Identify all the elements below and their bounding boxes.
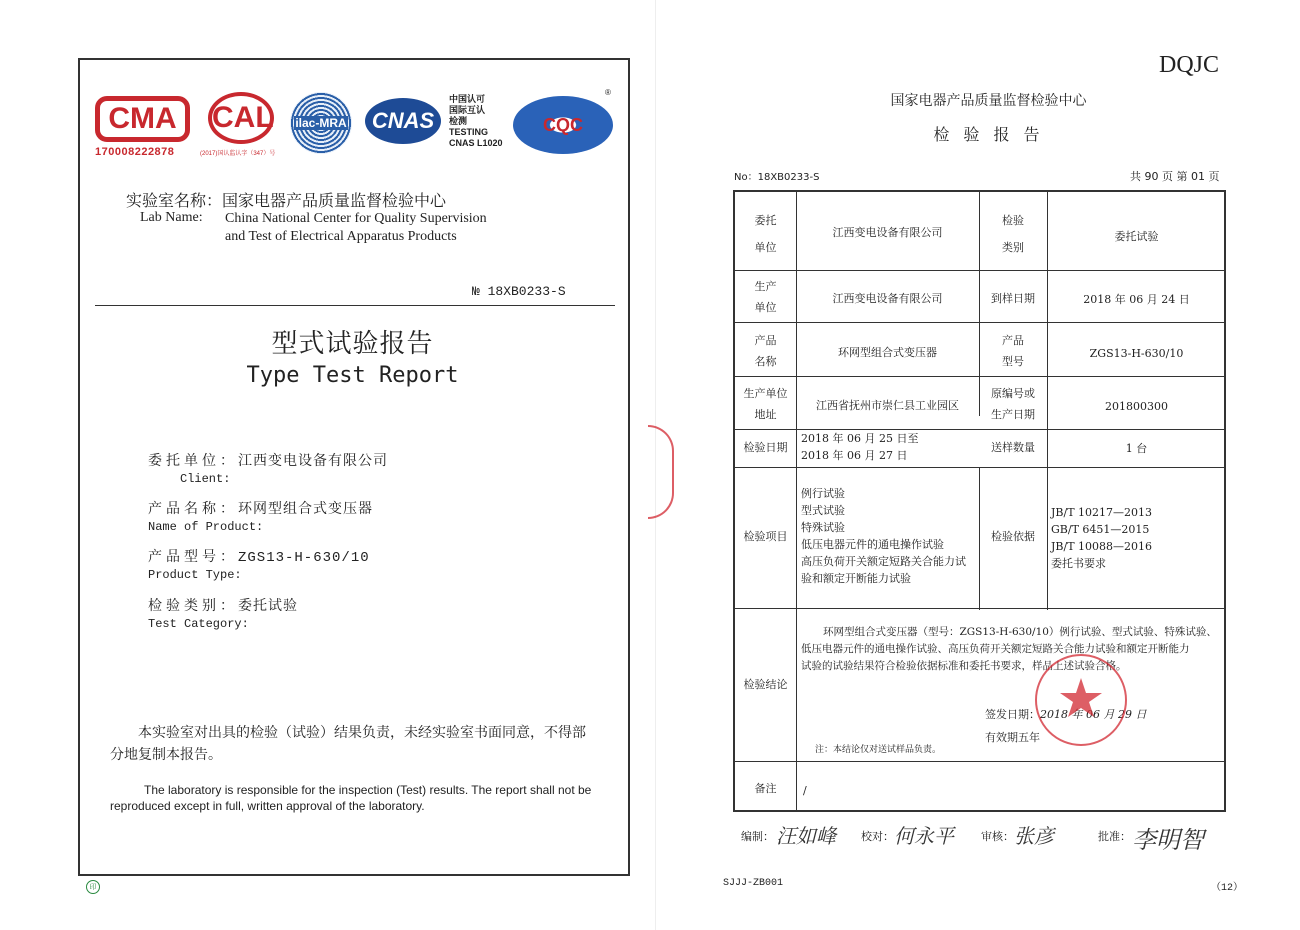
report-number: No：18XB0233-S bbox=[734, 172, 820, 183]
label-line: 类别 bbox=[1002, 241, 1024, 254]
cqc-logo: CQC bbox=[513, 96, 613, 154]
conclusion-line: 低压电器元件的通电操作试验、高压负荷开关额定短路关合能力试验和额定开断能力 bbox=[801, 643, 1190, 655]
checked-label: 校对： bbox=[861, 830, 894, 843]
form-code: SJJJ-ZB001 bbox=[723, 878, 784, 889]
label-line: 型号 bbox=[1002, 355, 1024, 368]
label-manufacturer bbox=[735, 278, 796, 316]
standard-item: 委托书要求 bbox=[1051, 557, 1106, 570]
label-line: 生产 bbox=[754, 280, 777, 293]
brand-mark: DQJC bbox=[1159, 52, 1220, 78]
label-client bbox=[735, 212, 796, 256]
checked-signature: 何永平 bbox=[894, 824, 954, 848]
divider bbox=[95, 305, 615, 306]
table-line bbox=[735, 270, 1226, 271]
field-label: 产品型号： bbox=[148, 549, 238, 565]
label-quantity: 送样数量 bbox=[991, 441, 1035, 454]
footer-page: （12） bbox=[1211, 883, 1244, 894]
table-line bbox=[735, 608, 1226, 609]
label-line: 生产日期 bbox=[991, 408, 1035, 421]
cnas-text-line: 检测 bbox=[449, 116, 468, 126]
print-mark-icon: 印 bbox=[86, 880, 100, 894]
label-conclusion: 检验结论 bbox=[743, 678, 788, 691]
label-category bbox=[979, 212, 1047, 256]
issue-date-label: 签发日期： bbox=[985, 708, 1040, 721]
label-line: 生产单位 bbox=[743, 387, 788, 400]
field-label-en: Product Type: bbox=[148, 568, 242, 582]
cma-logo: CMA bbox=[95, 96, 190, 142]
table-line bbox=[796, 761, 797, 812]
label-test-date: 检验日期 bbox=[743, 441, 788, 454]
cnas-text-line: 国际互认 bbox=[449, 105, 486, 115]
label-model bbox=[979, 332, 1047, 370]
lab-name-en-label: Lab Name: bbox=[140, 210, 203, 225]
test-item: 型式试验 bbox=[801, 504, 845, 517]
disclaimer-en: The laboratory is responsible for the inspection (Test) results. The report shall not be reproduced except in full, written approval of the laboratory. bbox=[110, 783, 592, 813]
red-seal-stamp bbox=[1035, 654, 1127, 746]
accreditation-logos bbox=[95, 88, 625, 168]
reviewed-signature: 张彦 bbox=[1014, 824, 1054, 848]
field-client bbox=[148, 450, 388, 486]
cma-code: 170008222878 bbox=[95, 146, 175, 158]
value-client: 江西变电设备有限公司 bbox=[832, 226, 943, 239]
label-line: 委托 bbox=[754, 214, 777, 227]
field-label: 产品名称： bbox=[148, 501, 238, 517]
table-line bbox=[735, 322, 1226, 323]
table-line bbox=[735, 761, 1226, 762]
label-line: 名称 bbox=[754, 355, 777, 368]
value-manufacturer: 江西变电设备有限公司 bbox=[832, 292, 943, 305]
lab-name-en-line: and Test of Electrical Apparatus Products bbox=[225, 229, 457, 244]
label-product-name bbox=[735, 332, 796, 370]
field-value: 委托试验 bbox=[238, 598, 298, 614]
table-line bbox=[735, 376, 1226, 377]
value-address: 江西省抚州市崇仁县工业园区 bbox=[816, 399, 959, 412]
lab-name-cn: 实验室名称：国家电器产品质量监督检验中心 bbox=[126, 191, 447, 210]
test-item: 验和额定开断能力试验 bbox=[801, 572, 911, 585]
cnas-text-line: TESTING bbox=[449, 127, 489, 137]
label-line: 单位 bbox=[754, 301, 777, 314]
field-label-en: Test Category: bbox=[148, 617, 249, 631]
cnas-text-line: 中国认可 bbox=[449, 94, 486, 104]
compiled-signature: 汪如峰 bbox=[776, 824, 836, 848]
partial-seal-stamp bbox=[648, 425, 674, 519]
value-test-basis bbox=[1051, 504, 1223, 572]
approved-label: 批准： bbox=[1098, 830, 1131, 843]
lab-name-en bbox=[225, 210, 487, 246]
test-item: 例行试验 bbox=[801, 487, 845, 500]
test-item: 高压负荷开关额定短路关合能力试 bbox=[801, 555, 966, 568]
label-remarks: 备注 bbox=[754, 782, 777, 795]
page-count: 共 90 页 第 01 页 bbox=[1130, 170, 1220, 183]
approved-signature: 李明智 bbox=[1132, 826, 1204, 854]
label-address bbox=[735, 385, 796, 423]
value-product-name: 环网型组合式变压器 bbox=[838, 346, 937, 359]
field-label: 委托单位： bbox=[148, 453, 238, 469]
field-value: 环网型组合式变压器 bbox=[238, 501, 373, 517]
title-cn: 型式试验报告 bbox=[271, 329, 434, 359]
standard-item: GB/T 6451—2015 bbox=[1051, 523, 1150, 536]
value-quantity: 1 台 bbox=[1125, 442, 1148, 455]
label-test-basis: 检验依据 bbox=[991, 530, 1035, 543]
test-item: 特殊试验 bbox=[801, 521, 845, 534]
disclaimer-cn: 本实验室对出具的检验（试验）结果负责，未经实验室书面同意，不得部分地复制本报告。 bbox=[110, 725, 586, 763]
value-model: ZGS13-H-630/10 bbox=[1089, 347, 1184, 360]
field-label: 检验类别： bbox=[148, 598, 238, 614]
label-line: 地址 bbox=[754, 408, 777, 421]
validity: 有效期五年 bbox=[985, 731, 1040, 744]
reviewed-label: 审核： bbox=[981, 830, 1014, 843]
conclusion-line: 试验的试验结果符合检验依据标准和委托书要求，样品上述试验合格。 bbox=[801, 660, 1127, 672]
registered-mark: ® bbox=[605, 88, 611, 97]
value-category: 委托试验 bbox=[1114, 230, 1159, 243]
label-arrival-date: 到样日期 bbox=[991, 292, 1035, 305]
standard-item: JB/T 10217—2013 bbox=[1051, 506, 1153, 519]
conclusion-line: 环网型组合式变压器（型号：ZGS13-H-630/10）例行试验、型式试验、特殊试验、 bbox=[823, 626, 1217, 638]
value-arrival-date: 2018 年 06 月 24 日 bbox=[1083, 293, 1190, 306]
label-line: 检验 bbox=[1002, 214, 1024, 227]
field-product-name bbox=[148, 498, 373, 534]
lab-name-en-line: China National Center for Quality Supervision bbox=[225, 211, 487, 226]
org-name: 国家电器产品质量监督检验中心 bbox=[890, 93, 1087, 109]
cnas-logo: CNAS bbox=[365, 98, 441, 144]
standard-item: JB/T 10088—2016 bbox=[1051, 540, 1153, 553]
field-value: 江西变电设备有限公司 bbox=[238, 453, 388, 469]
report-table bbox=[733, 190, 1226, 812]
cnas-text-line: CNAS L1020 bbox=[449, 138, 503, 148]
label-line: 产品 bbox=[1002, 334, 1024, 347]
label-line: 原编号或 bbox=[991, 387, 1035, 400]
compiled-label: 编制： bbox=[741, 830, 774, 843]
test-item: 低压电器元件的通电操作试验 bbox=[801, 538, 944, 551]
field-test-category bbox=[148, 595, 298, 631]
label-line: 产品 bbox=[754, 334, 777, 347]
value-test-date bbox=[801, 430, 977, 464]
value-remarks: / bbox=[803, 784, 807, 797]
date-line: 2018 年 06 月 25 日至 bbox=[801, 432, 919, 445]
label-test-items: 检验项目 bbox=[743, 530, 788, 543]
value-conclusion bbox=[801, 624, 1225, 675]
report-title: 检验报告 bbox=[933, 125, 1054, 144]
value-test-items bbox=[801, 485, 977, 587]
value-serial: 201800300 bbox=[1105, 400, 1168, 413]
ilac-mra-logo: ilac-MRA bbox=[290, 92, 352, 154]
field-label-en: Client: bbox=[180, 472, 231, 486]
report-number: № 18XB0233-S bbox=[472, 284, 566, 299]
field-label-en: Name of Product: bbox=[148, 520, 264, 534]
field-product-type bbox=[148, 546, 370, 582]
cal-note: (2017)国认监认字（347）号 bbox=[200, 151, 276, 157]
conclusion-note: 注：本结论仅对送试样品负责。 bbox=[815, 745, 942, 755]
table-line bbox=[735, 467, 1226, 468]
label-line: 单位 bbox=[754, 241, 777, 254]
field-value: ZGS13-H-630/10 bbox=[238, 550, 370, 566]
date-line: 2018 年 06 月 27 日 bbox=[801, 449, 908, 462]
cnas-text bbox=[449, 94, 503, 149]
star-icon bbox=[1037, 656, 1125, 744]
cal-logo: CAL bbox=[208, 92, 274, 144]
issue-date-value: 2018 年 06 月 29 日 bbox=[1040, 708, 1147, 721]
title-en: Type Test Report bbox=[246, 363, 459, 388]
report-page bbox=[655, 0, 1300, 930]
label-serial bbox=[979, 385, 1047, 423]
